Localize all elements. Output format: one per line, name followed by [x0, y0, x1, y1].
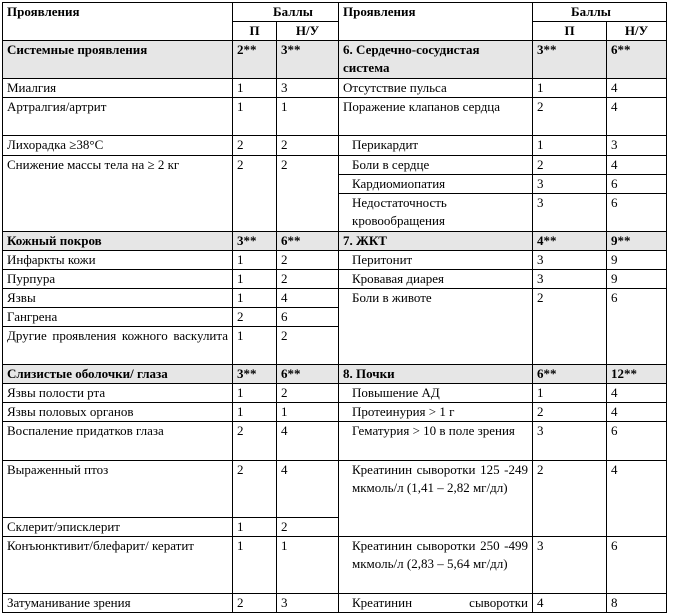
header-manifestations-2: Проявления [339, 3, 533, 41]
table-row [3, 79, 667, 98]
score-p: 2 [233, 460, 277, 517]
score-p: 2 [533, 460, 607, 536]
score-p: 4 [533, 593, 607, 612]
score-nu: 6 [277, 308, 339, 327]
header-manifestations: Проявления [3, 3, 233, 41]
score-p: 3** [233, 365, 277, 384]
score-p: 1 [233, 517, 277, 536]
score-nu: 3** [277, 41, 339, 79]
score-p: 2** [233, 41, 277, 79]
score-p: 3 [533, 193, 607, 231]
table-row [3, 403, 667, 422]
header-scores: Баллы [233, 3, 339, 22]
score-p: 2 [533, 155, 607, 174]
item-label: Протеинурия > 1 г [339, 403, 533, 422]
item-label: Гангрена [3, 308, 233, 327]
item-label: Конъюнктивит/блефарит/ кератит [3, 536, 233, 593]
score-p: 2 [233, 593, 277, 612]
score-nu: 2 [277, 384, 339, 403]
score-p: 1 [233, 327, 277, 365]
score-nu: 9 [607, 269, 667, 288]
item-label: Язвы полости рта [3, 384, 233, 403]
table-row [3, 269, 667, 288]
item-label: Гематурия > 10 в поле зрения [339, 422, 533, 460]
score-nu: 3 [277, 79, 339, 98]
section-skin: Кожный покров [3, 231, 233, 250]
item-label: Пурпура [3, 269, 233, 288]
score-nu: 4 [607, 403, 667, 422]
score-nu: 4 [277, 460, 339, 517]
section-kidneys: 8. Почки [339, 365, 533, 384]
score-nu: 2 [277, 327, 339, 365]
score-nu: 8 [607, 593, 667, 612]
score-nu: 2 [277, 517, 339, 536]
score-p: 1 [233, 536, 277, 593]
score-nu: 1 [277, 536, 339, 593]
score-p: 2 [233, 136, 277, 155]
score-nu: 6** [277, 365, 339, 384]
section-mucosa-eyes: Слизистые оболочки/ глаза [3, 365, 233, 384]
score-nu: 4 [607, 460, 667, 536]
table-row [3, 250, 667, 269]
score-p: 3** [233, 231, 277, 250]
score-nu: 4 [277, 288, 339, 307]
section-gi: 7. ЖКТ [339, 231, 533, 250]
score-nu: 6** [277, 231, 339, 250]
item-label: Лихорадка ≥38°C [3, 136, 233, 155]
section-systemic: Системные проявления [3, 41, 233, 79]
item-label: Склерит/эписклерит [3, 517, 233, 536]
score-p: 1 [233, 250, 277, 269]
score-p: 1 [233, 98, 277, 136]
item-label: Язвы [3, 288, 233, 307]
table-row [3, 136, 667, 155]
score-p: 3 [533, 536, 607, 593]
score-nu: 1 [277, 403, 339, 422]
item-label: Инфаркты кожи [3, 250, 233, 269]
score-p: 2 [233, 422, 277, 460]
item-label: Креатинин сыворотки 250 -499 мкмоль/л (2,83 – 5,64 мг/дл) [339, 536, 533, 593]
score-p: 6** [533, 365, 607, 384]
bvas-score-table [2, 2, 667, 613]
item-label: Миалгия [3, 79, 233, 98]
item-label: Снижение массы тела на ≥ 2 кг [3, 155, 233, 231]
score-p: 4** [533, 231, 607, 250]
score-nu: 2 [277, 155, 339, 231]
item-label: Недостаточность кровообращения [339, 193, 533, 231]
item-label: Язвы половых органов [3, 403, 233, 422]
score-p: 1 [233, 384, 277, 403]
score-nu: 6 [607, 288, 667, 364]
score-p: 1 [233, 403, 277, 422]
item-label: Артралгия/артрит [3, 98, 233, 136]
item-label: Перикардит [339, 136, 533, 155]
header-p: П [233, 22, 277, 41]
score-nu: 3 [277, 593, 339, 612]
score-p: 2 [533, 98, 607, 136]
section-cardio: 6. Сердечно-сосудистая система [339, 41, 533, 79]
item-label: Креатинин сыворотки 125 -249 мкмоль/л (1,41 – 2,82 мг/дл) [339, 460, 533, 536]
score-p: 1 [533, 384, 607, 403]
score-p: 1 [533, 136, 607, 155]
item-label: Перитонит [339, 250, 533, 269]
item-label: Боли в животе [339, 288, 533, 364]
score-nu: 9** [607, 231, 667, 250]
score-p: 3** [533, 41, 607, 79]
score-p: 3 [533, 174, 607, 193]
table-row [3, 155, 667, 174]
table-row [3, 422, 667, 460]
score-nu: 2 [277, 136, 339, 155]
score-nu: 6 [607, 422, 667, 460]
table-row [3, 384, 667, 403]
item-label: Отсутствие пульса [339, 79, 533, 98]
score-p: 1 [533, 79, 607, 98]
score-nu: 4 [607, 98, 667, 136]
item-label: Поражение клапанов сердца [339, 98, 533, 136]
header-nu-2: Н/У [607, 22, 667, 41]
score-nu: 6 [607, 536, 667, 593]
score-nu: 4 [277, 422, 339, 460]
score-p: 1 [233, 79, 277, 98]
score-nu: 9 [607, 250, 667, 269]
score-nu: 6 [607, 174, 667, 193]
table-row [3, 460, 667, 517]
score-nu: 2 [277, 269, 339, 288]
item-label: Выраженный птоз [3, 460, 233, 517]
header-nu: Н/У [277, 22, 339, 41]
table-row [3, 593, 667, 612]
score-nu: 3 [607, 136, 667, 155]
score-nu: 6 [607, 193, 667, 231]
table-row [3, 231, 667, 250]
score-nu: 4 [607, 155, 667, 174]
header-scores-2: Баллы [533, 3, 667, 22]
score-p: 2 [233, 155, 277, 231]
header-row [3, 3, 667, 22]
item-label: Повышение АД [339, 384, 533, 403]
score-p: 2 [533, 288, 607, 364]
item-label: Кровавая диарея [339, 269, 533, 288]
score-p: 3 [533, 269, 607, 288]
table-row [3, 288, 667, 307]
table-row [3, 41, 667, 79]
item-label: Затуманивание зрения [3, 593, 233, 612]
table-row [3, 98, 667, 136]
score-p: 3 [533, 422, 607, 460]
item-label: Другие проявления кожного васкулита [3, 327, 233, 365]
score-nu: 12** [607, 365, 667, 384]
score-p: 3 [533, 250, 607, 269]
header-p-2: П [533, 22, 607, 41]
score-nu: 1 [277, 98, 339, 136]
score-p: 2 [533, 403, 607, 422]
score-nu: 4 [607, 384, 667, 403]
score-p: 1 [233, 288, 277, 307]
table-row [3, 536, 667, 593]
item-label: Воспаление придатков глаза [3, 422, 233, 460]
score-nu: 6** [607, 41, 667, 79]
score-p: 2 [233, 308, 277, 327]
table-row [3, 365, 667, 384]
item-label: Кардиомиопатия [339, 174, 533, 193]
score-nu: 2 [277, 250, 339, 269]
item-label: Боли в сердце [339, 155, 533, 174]
item-label: Креатинин сыворотки [339, 593, 533, 612]
score-nu: 4 [607, 79, 667, 98]
score-p: 1 [233, 269, 277, 288]
